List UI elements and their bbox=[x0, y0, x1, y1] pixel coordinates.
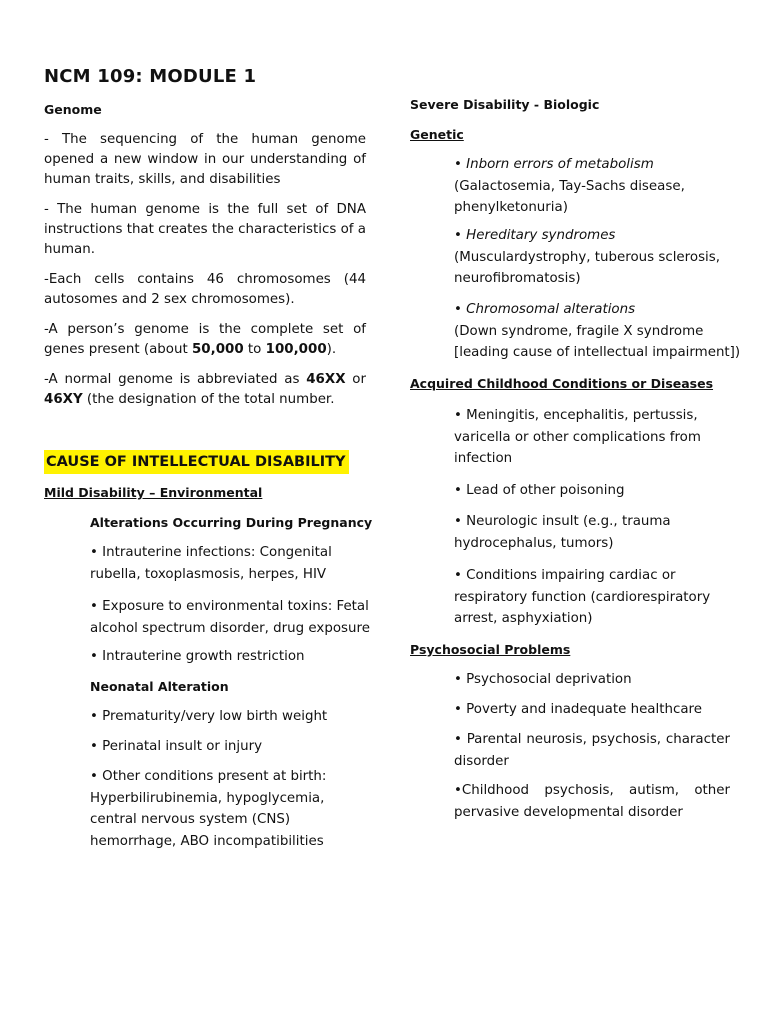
neonatal-item: • Other conditions present at birth: Hyperbilirubinemia, hypoglycemia, central nervous system (CNS) hemorrhage, ABO incompatibilities bbox=[90, 769, 327, 849]
psychosocial-item: •Childhood psychosis, autism, other pervasive developmental disorder bbox=[454, 783, 730, 820]
psychosocial-item: • Poverty and inadequate healthcare bbox=[454, 702, 702, 717]
genome-paragraph-4: -A person’s genome is the complete set of genes present (about 50,000 to 100,000). bbox=[44, 322, 366, 357]
genome-paragraph-2: - The human genome is the full set of DNA instructions that creates the characteristics of a human. bbox=[44, 202, 366, 257]
genetic-item: • Chromosomal alterations (Down syndrome, fragile X syndrome [leading cause of intellectual impairment]) bbox=[454, 302, 741, 360]
pregnancy-heading: Alterations Occurring During Pregnancy bbox=[90, 515, 373, 530]
pregnancy-item: • Exposure to environmental toxins: Fetal alcohol spectrum disorder, drug exposure bbox=[90, 599, 370, 636]
acquired-item: • Lead of other poisoning bbox=[454, 483, 625, 498]
cause-heading: CAUSE OF INTELLECTUAL DISABILITY bbox=[44, 450, 349, 474]
acquired-item: • Neurologic insult (e.g., trauma hydrocephalus, tumors) bbox=[454, 514, 671, 551]
mild-disability-heading: Mild Disability – Environmental bbox=[44, 485, 263, 500]
acquired-item: • Meningitis, encephalitis, pertussis, varicella or other complications from infection bbox=[454, 408, 701, 466]
acquired-heading: Acquired Childhood Conditions or Diseases bbox=[410, 376, 714, 391]
psychosocial-heading: Psychosocial Problems bbox=[410, 642, 571, 657]
genome-heading: Genome bbox=[44, 102, 102, 117]
pregnancy-item: • Intrauterine growth restriction bbox=[90, 649, 305, 664]
neonatal-item: • Prematurity/very low birth weight bbox=[90, 709, 328, 724]
severe-disability-heading: Severe Disability - Biologic bbox=[410, 97, 600, 112]
genome-paragraph-5: -A normal genome is abbreviated as 46XX or 46XY (the designation of the total number. bbox=[44, 372, 366, 407]
genome-paragraph-3: -Each cells contains 46 chromosomes (44 autosomes and 2 sex chromosomes). bbox=[44, 272, 366, 307]
genome-paragraph-1: - The sequencing of the human genome opened a new window in our understanding of human traits, skills, and disabilities bbox=[44, 132, 366, 187]
genetic-item: • Inborn errors of metabolism (Galactosemia, Tay-Sachs disease, phenylketonuria) bbox=[454, 157, 685, 215]
page-title: NCM 109: MODULE 1 bbox=[44, 66, 257, 87]
acquired-item: • Conditions impairing cardiac or respiratory function (cardiorespiratory arrest, asphyxiation) bbox=[454, 568, 711, 626]
neonatal-item: • Perinatal insult or injury bbox=[90, 739, 263, 754]
neonatal-heading: Neonatal Alteration bbox=[90, 679, 229, 694]
genetic-heading: Genetic bbox=[410, 127, 464, 142]
psychosocial-item: • Psychosocial deprivation bbox=[454, 672, 632, 687]
genetic-item: • Hereditary syndromes (Musculardystrophy, tuberous sclerosis, neurofibromatosis) bbox=[454, 228, 720, 286]
psychosocial-item: • Parental neurosis, psychosis, character disorder bbox=[454, 732, 730, 769]
pregnancy-item: • Intrauterine infections: Congenital rubella, toxoplasmosis, herpes, HIV bbox=[90, 545, 332, 582]
